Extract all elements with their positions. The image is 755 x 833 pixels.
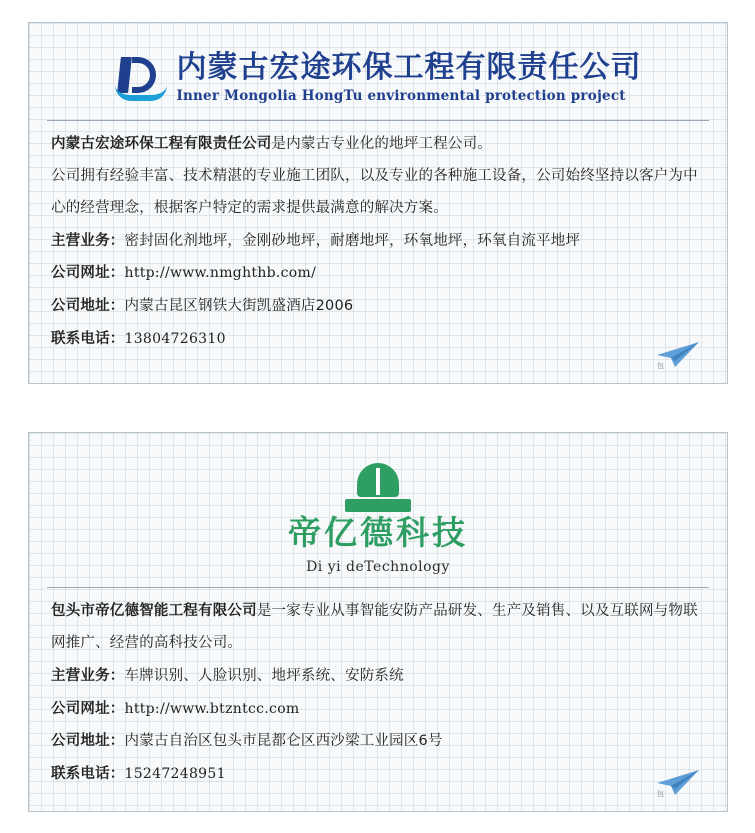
hongtu-monogram-icon	[115, 55, 167, 101]
company-logo-hongtu	[29, 23, 727, 110]
field-row-website	[51, 693, 705, 726]
field-row-business	[51, 225, 705, 258]
field-row-business	[51, 660, 705, 693]
field-value: 15247248951	[124, 765, 226, 782]
field-label: 公司网址：	[51, 700, 125, 717]
field-value: 13804726310	[124, 330, 226, 347]
field-label: 公司地址：	[51, 733, 125, 750]
company-name-inline: 内蒙古宏途环保工程有限责任公司	[51, 136, 272, 153]
paragraph	[51, 161, 705, 225]
field-value[interactable]: http://www.btzntcc.com	[124, 700, 300, 717]
field-label: 公司地址：	[51, 297, 125, 314]
company-description-hongtu	[29, 121, 727, 355]
watermark-tag: 包	[657, 363, 664, 370]
field-label: 主营业务：	[51, 668, 125, 685]
field-value: 内蒙古昆区钢铁大街凯盛酒店2006	[124, 297, 354, 314]
watermark-tag: 包	[657, 791, 664, 798]
field-row-address	[51, 290, 705, 323]
logo-text-block	[177, 51, 642, 104]
field-value: 内蒙古自治区包头市昆都仑区西沙梁工业园区6号	[124, 733, 443, 750]
field-row-phone	[51, 758, 705, 791]
company-card-diyide	[28, 432, 728, 812]
paragraph	[51, 596, 705, 660]
paragraph-text: 公司拥有经验丰富、技术精湛的专业施工团队，以及专业的各种施工设备，公司始终坚持以客户为中心的经营理念，根据客户特定的需求提供最满意的解决方案。	[51, 167, 698, 216]
field-value: 车牌识别、人脸识别、地坪系统、安防系统	[124, 668, 404, 685]
paragraph-text: 是一家专业从事智能安防产品研发、生产及销售、以及互联网与物联网推广、经营的高科技公司。	[51, 603, 698, 652]
paper-plane-icon	[655, 339, 701, 369]
field-label: 联系电话：	[51, 330, 125, 347]
field-row-address	[51, 725, 705, 758]
company-name-en: Di yi deTechnology	[306, 559, 450, 576]
company-description-diyide	[29, 588, 727, 790]
field-label: 公司网址：	[51, 265, 125, 282]
paragraph	[51, 129, 705, 161]
company-card-hongtu	[28, 22, 728, 384]
field-row-phone	[51, 323, 705, 356]
field-label: 联系电话：	[51, 765, 125, 782]
diyide-leaf-icon	[345, 463, 411, 513]
company-name-cn: 内蒙古宏途环保工程有限责任公司	[176, 50, 642, 85]
field-value[interactable]: http://www.nmghthb.com/	[124, 265, 317, 282]
company-name-inline: 包头市帝亿德智能工程有限公司	[51, 603, 257, 620]
field-row-website	[51, 257, 705, 290]
paper-plane-icon	[655, 767, 701, 797]
company-logo-diyide	[29, 433, 727, 575]
field-label: 主营业务：	[51, 232, 125, 249]
company-name-cn: 帝亿德科技	[288, 513, 468, 552]
field-value: 密封固化剂地坪，金刚砂地坪，耐磨地坪，环氧地坪，环氧自流平地坪	[124, 232, 581, 249]
company-name-en: Inner Mongolia HongTu environmental protection project	[176, 87, 626, 104]
paragraph-text: 是内蒙古专业化的地坪工程公司。	[271, 136, 492, 153]
